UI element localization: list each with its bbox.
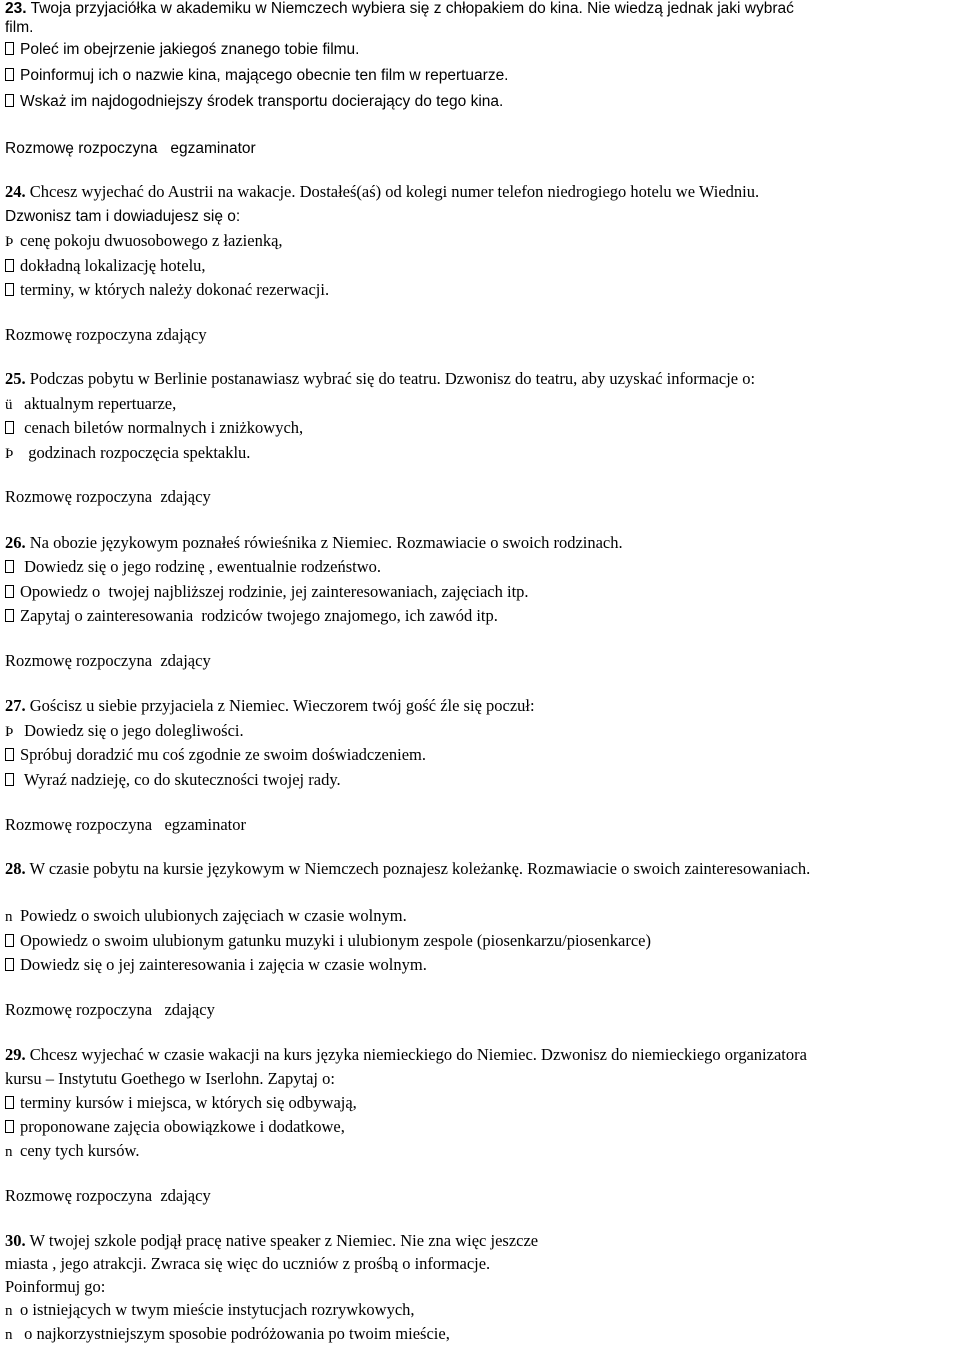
task-24-starter: Rozmowę rozpoczyna zdający	[5, 325, 207, 344]
task-27-intro: 27. Gościsz u siebie przyjaciela z Niemiec. Wieczorem twój gość źle się poczuł:	[5, 696, 535, 715]
task-number: 24.	[5, 182, 26, 201]
bullet-glyph-icon: Þ	[5, 446, 14, 462]
checkbox-icon	[5, 609, 14, 622]
task-28-bullet-2: Opowiedz o swoim ulubionym gatunku muzyki i ulubionym zespole (piosenkarzu/piosenkarce)	[5, 931, 651, 951]
task-30-bullet-2: n o najkorzystniejszym sposobie podróżowania po twoim mieście,	[5, 1324, 450, 1343]
task-number: 27.	[5, 696, 26, 715]
task-23-starter: Rozmowę rozpoczyna egzaminator	[5, 140, 256, 157]
task-number: 28.	[5, 859, 26, 878]
task-27-bullet-1: Þ Dowiedz się o jego dolegliwości.	[5, 721, 244, 740]
checkbox-icon	[5, 560, 14, 573]
task-24-intro: 24. Chcesz wyjechać do Austrii na wakacje. Dostałeś(aś) od kolegi numer telefon niedrogiego hotelu we Wiedniu.	[5, 182, 760, 201]
bullet-glyph-icon: ü	[5, 397, 13, 413]
task-27-bullet-2: Spróbuj doradzić mu coś zgodnie ze swoim doświadczeniem.	[5, 745, 426, 765]
checkbox-icon	[5, 585, 14, 598]
task-28-starter: Rozmowę rozpoczyna zdający	[5, 1000, 215, 1019]
task-29-intro-cont: kursu – Instytutu Goethego w Iserlohn. Zapytaj o:	[5, 1069, 335, 1088]
task-number: 23.	[5, 0, 27, 17]
bullet-glyph-icon: n	[5, 909, 13, 925]
task-29-intro: 29. Chcesz wyjechać w czasie wakacji na kurs języka niemieckiego do Niemiec. Dzwonisz do niemieckiego organizatora	[5, 1045, 807, 1064]
checkbox-icon	[5, 934, 14, 947]
task-24-bullet-2: dokładną lokalizację hotelu,	[5, 256, 206, 276]
task-30-bullet-1: n o istniejących w twym mieście instytucjach rozrywkowych,	[5, 1300, 415, 1319]
task-25-starter: Rozmowę rozpoczyna zdający	[5, 487, 211, 506]
task-29-bullet-1: terminy kursów i miejsca, w których się odbywają,	[5, 1093, 357, 1113]
task-28-bullet-3: Dowiedz się o jej zainteresowania i zajęcia w czasie wolnym.	[5, 955, 427, 975]
task-24-bullet-1: Þ cenę pokoju dwuosobowego z łazienką,	[5, 231, 283, 250]
task-28-bullet-1: n Powiedz o swoich ulubionych zajęciach w czasie wolnym.	[5, 906, 407, 925]
task-24-intro-cont: Dzwonisz tam i dowiadujesz się o:	[5, 208, 241, 225]
bullet-glyph-icon: Þ	[5, 234, 14, 250]
task-26-starter: Rozmowę rozpoczyna zdający	[5, 651, 211, 670]
task-29-bullet-2: proponowane zajęcia obowiązkowe i dodatkowe,	[5, 1117, 345, 1137]
bullet-glyph-icon: n	[5, 1327, 13, 1343]
task-28-intro: 28. W czasie pobytu na kursie językowym w Niemczech poznajesz koleżankę. Rozmawiacie o swoich zainteresowaniach.	[5, 859, 811, 878]
checkbox-icon	[5, 283, 14, 296]
bullet-glyph-icon: n	[5, 1303, 13, 1319]
checkbox-icon	[5, 1120, 14, 1133]
checkbox-icon	[5, 748, 14, 761]
task-25-intro: 25. Podczas pobytu w Berlinie postanawiasz wybrać się do teatru. Dzwonisz do teatru, aby uzyskać informacje o:	[5, 369, 756, 388]
task-23-bullet-3: Wskaż im najdogodniejszy środek transportu docierający do tego kina.	[5, 92, 503, 112]
bullet-glyph-icon: n	[5, 1144, 13, 1160]
task-number: 25.	[5, 369, 26, 388]
task-26-bullet-3: Zapytaj o zainteresowania rodziców twojego znajomego, ich zawód itp.	[5, 606, 498, 626]
checkbox-icon	[5, 421, 14, 434]
task-27-starter: Rozmowę rozpoczyna egzaminator	[5, 815, 246, 834]
checkbox-icon	[5, 68, 14, 81]
task-23-bullet-1: Poleć im obejrzenie jakiegoś znanego tobie filmu.	[5, 40, 359, 60]
task-23-intro: 23. Twoja przyjaciółka w akademiku w Niemczech wybiera się z chłopakiem do kina. Nie wiedzą jednak jaki wybrać	[5, 0, 794, 17]
checkbox-icon	[5, 773, 14, 786]
checkbox-icon	[5, 1096, 14, 1109]
checkbox-icon	[5, 958, 14, 971]
task-23-intro-cont: film.	[5, 19, 34, 36]
task-25-bullet-1: ü aktualnym repertuarze,	[5, 394, 177, 413]
task-number: 30.	[5, 1231, 26, 1250]
task-26-intro: 26. Na obozie językowym poznałeś rówieśnika z Niemiec. Rozmawiacie o swoich rodzinach.	[5, 533, 623, 552]
task-number: 26.	[5, 533, 26, 552]
task-30-intro-prompt: Poinformuj go:	[5, 1277, 106, 1296]
task-30-intro-cont: miasta , jego atrakcji. Zwraca się więc do uczniów z prośbą o informacje.	[5, 1254, 491, 1273]
task-number: 29.	[5, 1045, 26, 1064]
task-25-bullet-2: cenach biletów normalnych i zniżkowych,	[5, 418, 303, 438]
task-30-intro: 30. W twojej szkole podjął pracę native speaker z Niemiec. Nie zna więc jeszcze	[5, 1231, 539, 1250]
checkbox-icon	[5, 42, 14, 55]
checkbox-icon	[5, 259, 14, 272]
task-29-bullet-3: n ceny tych kursów.	[5, 1141, 140, 1160]
checkbox-icon	[5, 94, 14, 107]
task-24-bullet-3: terminy, w których należy dokonać rezerwacji.	[5, 280, 329, 300]
task-25-bullet-3: Þ godzinach rozpoczęcia spektaklu.	[5, 443, 251, 462]
bullet-glyph-icon: Þ	[5, 724, 14, 740]
task-23-bullet-2: Poinformuj ich o nazwie kina, mającego obecnie ten film w repertuarze.	[5, 66, 509, 86]
task-27-bullet-3: Wyraź nadzieję, co do skuteczności twojej rady.	[5, 770, 341, 790]
task-26-bullet-1: Dowiedz się o jego rodzinę , ewentualnie rodzeństwo.	[5, 557, 381, 577]
task-26-bullet-2: Opowiedz o twojej najbliższej rodzinie, jej zainteresowaniach, zajęciach itp.	[5, 582, 529, 602]
task-29-starter: Rozmowę rozpoczyna zdający	[5, 1186, 211, 1205]
